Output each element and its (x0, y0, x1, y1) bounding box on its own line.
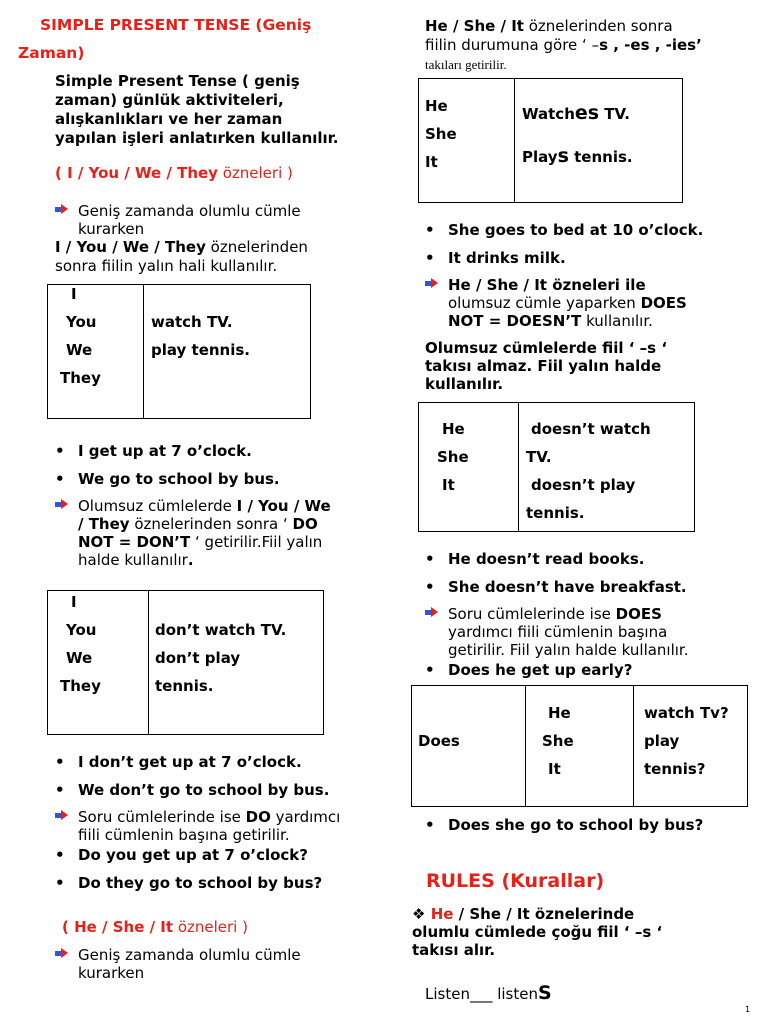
intro-line: Simple Present Tense ( geniş (55, 72, 300, 90)
table-verb: watch Tv? (644, 704, 729, 722)
table-subject: They (60, 369, 101, 387)
list-item (425, 578, 687, 596)
paren-open: ( (62, 918, 75, 936)
table-subject: It (442, 476, 455, 494)
table-question-singular (411, 685, 748, 807)
bullet-dot-icon: • (55, 753, 65, 771)
list-item (425, 661, 632, 679)
verb-stem: Play (522, 148, 558, 166)
bullet-text: Soru cümlelerinde ise (78, 808, 246, 826)
listen-example (425, 982, 552, 1004)
title-line-1: SIMPLE PRESENT TENSE (Geniş (40, 16, 312, 34)
bullet-dot-icon: • (425, 661, 435, 679)
bullet-dot-icon: • (55, 781, 65, 799)
paren-open: ( (55, 164, 68, 182)
positive-bullet (55, 202, 375, 238)
subjects: He / She / It (74, 918, 174, 936)
diamond-bullet-icon: ❖ (412, 905, 426, 923)
question-bullet-singular (425, 605, 755, 659)
example-text: Does he get up early? (448, 661, 633, 679)
table-subject: She (425, 125, 457, 143)
subjects-word: özneleri (217, 164, 288, 182)
table-verb: tennis? (644, 760, 706, 778)
list-item (55, 874, 322, 892)
table-verb: don’t play (155, 649, 241, 667)
bullet-text: halde kullanılır (78, 551, 188, 569)
example-text: We don’t go to school by bus. (78, 781, 330, 799)
list-item (55, 846, 308, 864)
arrow-bullet-icon (425, 278, 437, 290)
verb-object: tennis. (568, 148, 633, 166)
he-she-it-heading (62, 918, 248, 936)
table-subject: They (60, 677, 101, 695)
negative-note (425, 339, 667, 393)
bullet-dot-icon: • (425, 249, 435, 267)
bullet-text: Geniş zamanda olumlu cümle (78, 946, 301, 964)
bullet-text: Geniş zamanda olumlu cümle (78, 202, 301, 220)
bullet-dot-icon: • (55, 470, 65, 488)
subjects: He / She / It (425, 17, 524, 35)
subjects: I / You / We / They (55, 238, 206, 256)
list-item (55, 470, 280, 488)
table-subject: We (66, 341, 93, 359)
table-verb: don’t watch TV. (155, 621, 287, 639)
arrow-bullet-icon (425, 607, 437, 619)
example-text: She goes to bed at 10 o’clock. (448, 221, 704, 239)
question-bullet (55, 808, 385, 844)
bullet-text: ‘ getirilir.Fiil yalın (190, 533, 323, 551)
table-verb: play tennis. (151, 341, 251, 359)
bullet-bold: NOT = DON’T (78, 533, 191, 551)
intro-line: zaman) günlük aktiviteleri, (55, 91, 284, 109)
table-subject: You (66, 621, 97, 639)
subjects: I / You / We / They (67, 164, 218, 182)
arrow-bullet-icon (55, 948, 67, 960)
right-intro (425, 17, 702, 74)
bullet-text: fiili cümlenin başına getirilir. (78, 826, 290, 844)
bullet-text: kurarken (78, 964, 145, 982)
table-positive-singular (418, 78, 683, 203)
example-text: It drinks milk. (448, 249, 566, 267)
list-item (425, 249, 566, 267)
bullet-dot-icon: • (425, 816, 435, 834)
verb-suffix: es (574, 102, 600, 124)
list-item (425, 550, 644, 568)
note-line: takısı almaz. Fiil yalın halde (425, 357, 662, 375)
table-divider (525, 686, 526, 806)
table-subject: It (425, 153, 438, 171)
list-item (55, 753, 302, 771)
table-subject: He (442, 420, 465, 438)
intro-line: yapılan işleri anlatırken kullanılır. (55, 129, 339, 147)
bullet-bold: He / She / It özneleri ile (448, 276, 646, 294)
table-negative-plural (47, 590, 324, 735)
list-item (55, 442, 252, 460)
title-line-2: Zaman) (18, 44, 85, 62)
bullet-text: olumsuz cümle yaparken (448, 294, 641, 312)
subject-he: He (430, 905, 454, 923)
bullet-dot-icon: • (425, 550, 435, 568)
table-positive-plural (47, 284, 311, 419)
example-text: I don’t get up at 7 o’clock. (78, 753, 302, 771)
negative-bullet (55, 497, 385, 569)
example-text: Do you get up at 7 o’clock? (78, 846, 308, 864)
example-text: She doesn’t have breakfast. (448, 578, 687, 596)
list-item (425, 816, 703, 834)
table-subject: I (71, 285, 77, 303)
example-text: I get up at 7 o’clock. (78, 442, 252, 460)
negative-bullet-singular (425, 276, 755, 330)
subjects-heading (55, 164, 293, 182)
table-divider (143, 285, 144, 418)
verb-object: TV. (599, 105, 630, 123)
table-verb: play (644, 732, 680, 750)
example-text: He doesn’t read books. (448, 550, 645, 568)
list-item (55, 781, 329, 799)
table-divider (633, 686, 634, 806)
bullet-bold: DOES (640, 294, 687, 312)
rule-text: sonra fiilin yalın hali kullanılır. (55, 257, 278, 275)
suffixes: s , -es , -ies’ (599, 36, 702, 54)
table-subject: You (66, 313, 97, 331)
bullet-dot-icon: • (55, 874, 65, 892)
table-subject: We (66, 649, 93, 667)
table-verb: watch TV. (151, 313, 233, 331)
bullet-text: getirilir. Fiil yalın halde kullanılır. (448, 641, 689, 659)
verb-suffix: s (557, 145, 569, 167)
note-line: kullanılır. (425, 375, 504, 393)
table-subject: She (542, 732, 574, 750)
bullet-text: yardımcı fiili cümlenin başına (448, 623, 668, 641)
table-divider (148, 591, 149, 734)
listen-suffix: S (538, 982, 552, 1004)
bullet-bold: DO (292, 515, 318, 533)
table-subject: I (71, 593, 77, 611)
rule-text: olumlu cümlede çoğu fiil ‘ –s ‘ (412, 923, 663, 941)
rule-1 (412, 905, 662, 959)
bullet-text: öznelerinden sonra ‘ (129, 515, 293, 533)
bullet-dot-icon: • (425, 221, 435, 239)
arrow-bullet-icon (55, 204, 67, 216)
subjects-word: özneleri (173, 918, 243, 936)
example-text: Does she go to school by bus? (448, 816, 704, 834)
note-line: Olumsuz cümlelerde fiil ‘ –s ‘ (425, 339, 668, 357)
bullet-text: Olumsuz cümlelerde (78, 497, 237, 515)
arrow-bullet-icon (55, 499, 67, 511)
positive-bullet-2 (55, 946, 375, 982)
positive-rule (55, 238, 308, 276)
bullet-bold: I / You / We (236, 497, 331, 515)
table-divider (518, 403, 519, 531)
bullet-dot-icon: • (55, 442, 65, 460)
table-verb: doesn’t watch (531, 420, 651, 438)
table-subject: She (437, 448, 469, 466)
table-verb (522, 142, 633, 171)
bullet-bold: . (187, 551, 194, 569)
listen-text: Listen___ listen (425, 985, 538, 1003)
paren-close: ) (287, 164, 293, 182)
table-subject: He (548, 704, 571, 722)
bullet-bold: / They (78, 515, 130, 533)
bullet-text: kullanılır. (581, 312, 653, 330)
table-subject: He (425, 97, 448, 115)
bullet-bold: NOT = DOESN’T (448, 312, 582, 330)
arrow-bullet-icon (55, 810, 67, 822)
table-verb: TV. (526, 448, 552, 466)
intro-text: fiilin durumuna göre ‘ – (425, 36, 600, 54)
paren-close: ) (242, 918, 248, 936)
rule-text: takısı alır. (412, 941, 496, 959)
table-verb: doesn’t play (531, 476, 636, 494)
verb-stem: Watch (522, 105, 575, 123)
bullet-bold: DO (245, 808, 271, 826)
example-text: We go to school by bus. (78, 470, 280, 488)
page-number: 1 (745, 1005, 751, 1014)
intro-paragraph (55, 72, 339, 148)
rules-heading: RULES (Kurallar) (426, 870, 605, 892)
intro-line: alışkanlıkları ve her zaman (55, 110, 283, 128)
bullet-text: yardımcı (270, 808, 341, 826)
table-verb (522, 99, 630, 128)
table-negative-singular (418, 402, 695, 532)
bullet-text: kurarken (78, 220, 145, 238)
bullet-dot-icon: • (55, 846, 65, 864)
bullet-text: Soru cümlelerinde ise (448, 605, 616, 623)
list-item (425, 221, 703, 239)
table-divider (514, 79, 515, 202)
table-aux: Does (418, 732, 460, 750)
bullet-dot-icon: • (425, 578, 435, 596)
rule-text: / She / It öznelerinde (453, 905, 635, 923)
rule-text: öznelerinden (205, 238, 308, 256)
example-text: Do they go to school by bus? (78, 874, 323, 892)
intro-text: öznelerinden sonra (523, 17, 673, 35)
bullet-bold: DOES (615, 605, 662, 623)
table-subject: It (548, 760, 561, 778)
table-verb: tennis. (155, 677, 214, 695)
intro-text: takıları getirilir. (425, 57, 507, 72)
table-verb: tennis. (526, 504, 585, 522)
